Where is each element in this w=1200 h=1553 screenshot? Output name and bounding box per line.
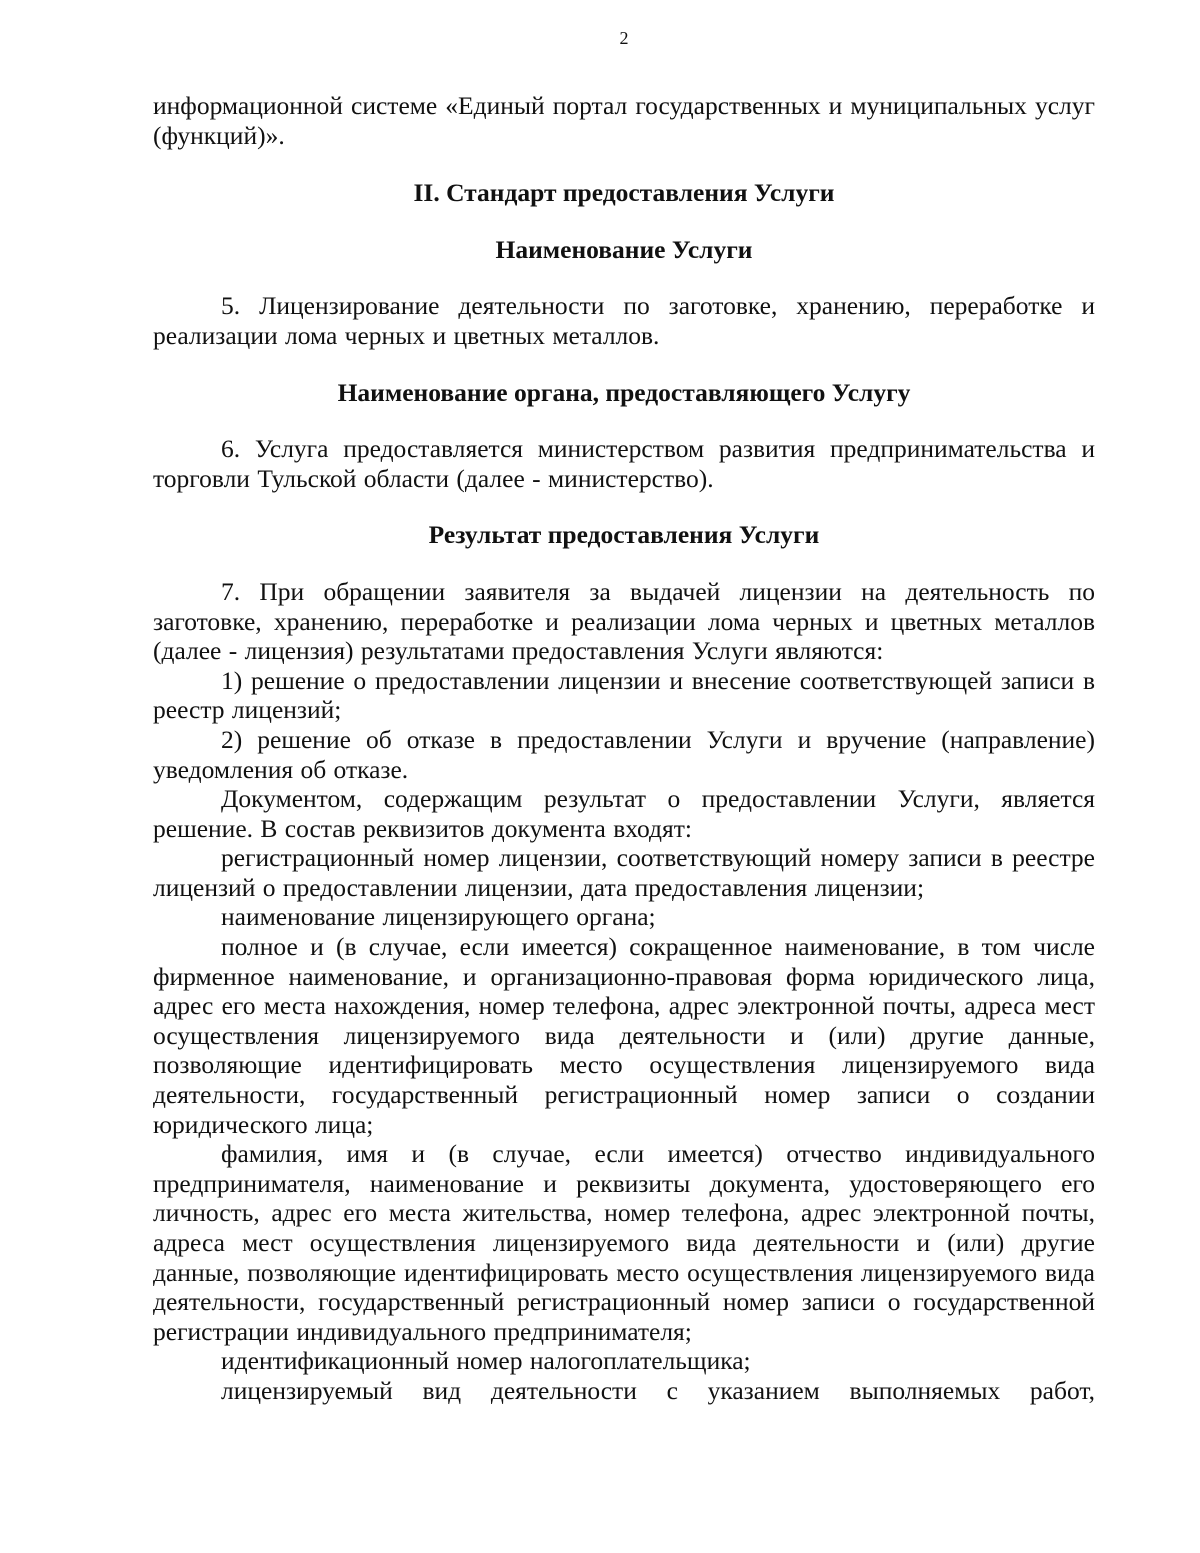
list-item-2: 2) решение об отказе в предоставлении Услуги и вручение (направление) уведомления об отказе. — [153, 724, 1095, 784]
subsection-heading-service-name: Наименование Услуги — [495, 234, 753, 264]
requisite-registration-number: регистрационный номер лицензии, соответствующий номеру записи в реестре лицензий о предоставлении лицензии, дата предоставления лицензии; — [153, 843, 1095, 902]
requisite-legal-entity: полное и (в случае, если имеется) сокращенное наименование, в том числе фирменное наименование, и организационно-правовая форма юридического лица, адрес его места нахождения, номер телефона, адрес электронной почты, адреса мест осуществления лицензируемого вида деятельности и (или) другие данные, позволяющие идентифицировать место осуществления лицензируемого вида деятельности, государственный регистрационный номер записи о создании юридического лица; — [153, 932, 1095, 1139]
requisite-authority-name: наименование лицензирующего органа; — [221, 902, 656, 932]
requisite-tax-id: идентификационный номер налогоплательщика; — [221, 1346, 751, 1376]
subsection-heading-authority: Наименование органа, предоставляющего Услугу — [337, 377, 911, 407]
list-item-1: 1) решение о предоставлении лицензии и внесение соответствующей записи в реестр лицензий; — [153, 665, 1095, 725]
paragraph-document: Документом, содержащим результат о предоставлении Услуги, является решение. В состав реквизитов документа входят: — [153, 784, 1095, 843]
subsection-heading-result: Результат предоставления Услуги — [428, 520, 820, 550]
requisite-entrepreneur: фамилия, имя и (в случае, если имеется) отчество индивидуального предпринимателя, наименование и реквизиты документа, удостоверяющего его личность, адрес его места жительства, номер телефона, адрес электронной почты, адреса мест осуществления лицензируемого вида деятельности и (или) другие данные, позволяющие идентифицировать место осуществления лицензируемого вида деятельности, государственный регистрационный номер записи о государственной регистрации индивидуального предпринимателя; — [153, 1139, 1095, 1346]
paragraph-continuation: информационной системе «Единый портал государственных и муниципальных услуг (функций)». — [153, 91, 1095, 150]
paragraph-7: 7. При обращении заявителя за выдачей лицензии на деятельность по заготовке, хранению, переработке и реализации лома черных и цветных металлов (далее - лицензия) результатами предоставления Услуги являются: — [153, 576, 1095, 666]
page-number: 2 — [619, 28, 629, 48]
paragraph-5: 5. Лицензирование деятельности по заготовке, хранению, переработке и реализации лома черных и цветных металлов. — [153, 291, 1095, 350]
requisite-activity-type: лицензируемый вид деятельности с указанием выполняемых работ, — [221, 1375, 1095, 1405]
section-heading: II. Стандарт предоставления Услуги — [413, 178, 835, 208]
document-body — [153, 91, 1095, 1406]
paragraph-6: 6. Услуга предоставляется министерством развития предпринимательства и торговли Тульской области (далее - министерство). — [153, 434, 1095, 493]
